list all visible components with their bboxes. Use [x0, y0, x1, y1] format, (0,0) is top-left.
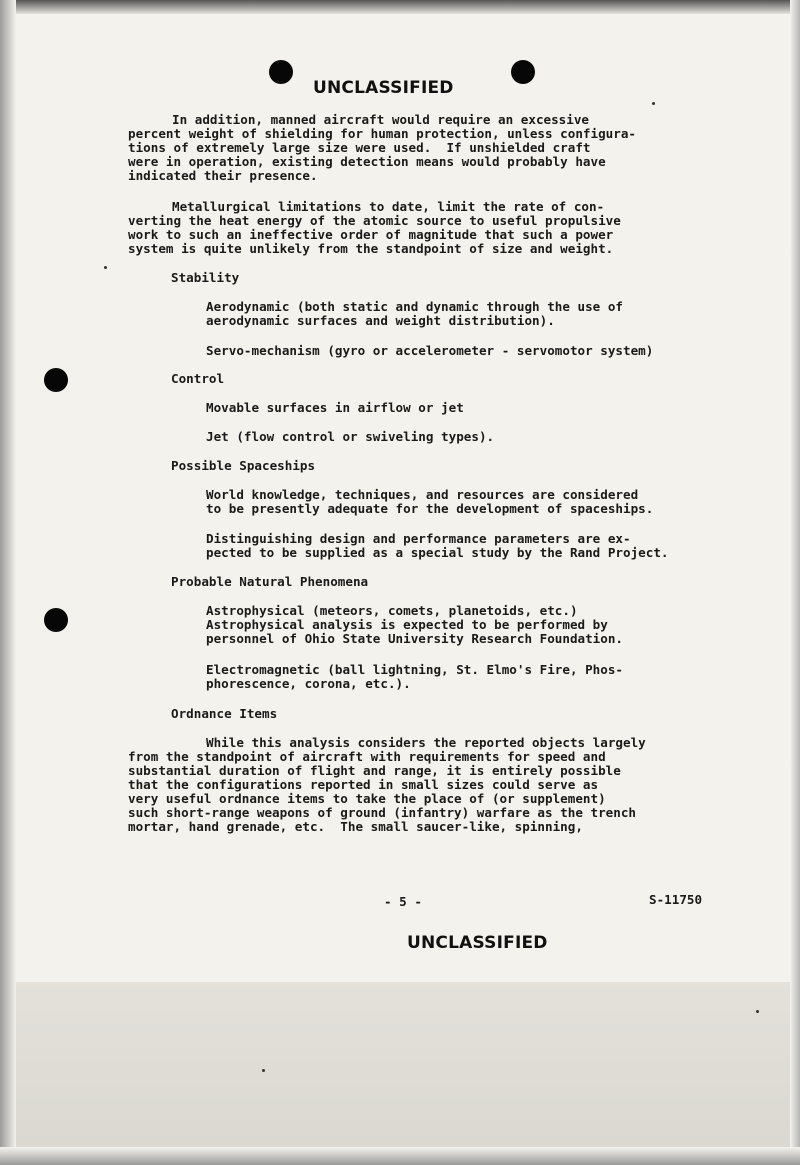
text-line: aerodynamic surfaces and weight distribution).	[206, 313, 555, 328]
text-line: Servo-mechanism (gyro or accelerometer - servomotor system)	[206, 343, 654, 358]
text-line: very useful ordnance items to take the place of (or supplement)	[128, 791, 606, 806]
page-number: - 5 -	[384, 894, 422, 909]
text-line: were in operation, existing detection means would probably have	[128, 154, 606, 169]
scan-speck	[104, 266, 107, 269]
text-line: Astrophysical (meteors, comets, planetoids, etc.)	[206, 603, 578, 618]
text-line: such short-range weapons of ground (infantry) warfare as the trench	[128, 805, 636, 820]
punch-hole-left-lower	[44, 608, 68, 632]
scan-edge-top	[0, 0, 800, 14]
document-number: S-11750	[649, 892, 703, 907]
text-line: In addition, manned aircraft would require an excessive	[172, 112, 590, 127]
text-line: pected to be supplied as a special study by the Rand Project.	[206, 545, 669, 560]
classification-footer: UNCLASSIFIED	[407, 933, 548, 953]
heading-stability: Stability	[171, 270, 240, 285]
text-line: Metallurgical limitations to date, limit the rate of con-	[172, 199, 605, 214]
text-line: mortar, hand grenade, etc. The small saucer-like, spinning,	[128, 819, 583, 834]
text-line: indicated their presence.	[128, 168, 318, 183]
text-line: percent weight of shielding for human protection, unless configura-	[128, 126, 636, 141]
text-line: Distinguishing design and performance parameters are ex-	[206, 531, 631, 546]
scan-edge-bottom	[0, 1147, 800, 1165]
scan-background-band	[0, 982, 800, 1165]
text-line: system is quite unlikely from the standpoint of size and weight.	[128, 241, 614, 256]
text-line: personnel of Ohio State University Research Foundation.	[206, 631, 624, 646]
text-line: that the configurations reported in small sizes could serve as	[128, 777, 599, 792]
text-line: While this analysis considers the reported objects largely	[206, 735, 646, 750]
text-line: Jet (flow control or swiveling types).	[206, 429, 495, 444]
text-line: to be presently adequate for the development of spaceships.	[206, 501, 654, 516]
text-line: substantial duration of flight and range, it is entirely possible	[128, 763, 621, 778]
text-line: Movable surfaces in airflow or jet	[206, 400, 464, 415]
heading-possible-spaceships: Possible Spaceships	[171, 458, 316, 473]
scan-speck	[756, 1010, 759, 1013]
punch-hole-top-left	[269, 60, 293, 84]
text-line: Electromagnetic (ball lightning, St. Elmo's Fire, Phos-	[206, 662, 624, 677]
classification-header: UNCLASSIFIED	[313, 78, 454, 98]
punch-hole-left-middle	[44, 368, 68, 392]
scan-edge-right	[790, 0, 800, 1165]
heading-ordnance-items: Ordnance Items	[171, 706, 278, 721]
punch-hole-top-right	[511, 60, 535, 84]
heading-control: Control	[171, 371, 225, 386]
heading-natural-phenomena: Probable Natural Phenomena	[171, 574, 369, 589]
scan-edge-left	[0, 0, 16, 1165]
text-line: from the standpoint of aircraft with requirements for speed and	[128, 749, 606, 764]
text-line: work to such an ineffective order of magnitude that such a power	[128, 227, 614, 242]
text-line: Astrophysical analysis is expected to be performed by	[206, 617, 608, 632]
scan-speck	[262, 1069, 265, 1072]
text-line: verting the heat energy of the atomic source to useful propulsive	[128, 213, 621, 228]
text-line: phorescence, corona, etc.).	[206, 676, 411, 691]
text-line: World knowledge, techniques, and resources are considered	[206, 487, 639, 502]
scan-speck	[652, 102, 655, 105]
text-line: tions of extremely large size were used. If unshielded craft	[128, 140, 591, 155]
text-line: Aerodynamic (both static and dynamic through the use of	[206, 299, 624, 314]
